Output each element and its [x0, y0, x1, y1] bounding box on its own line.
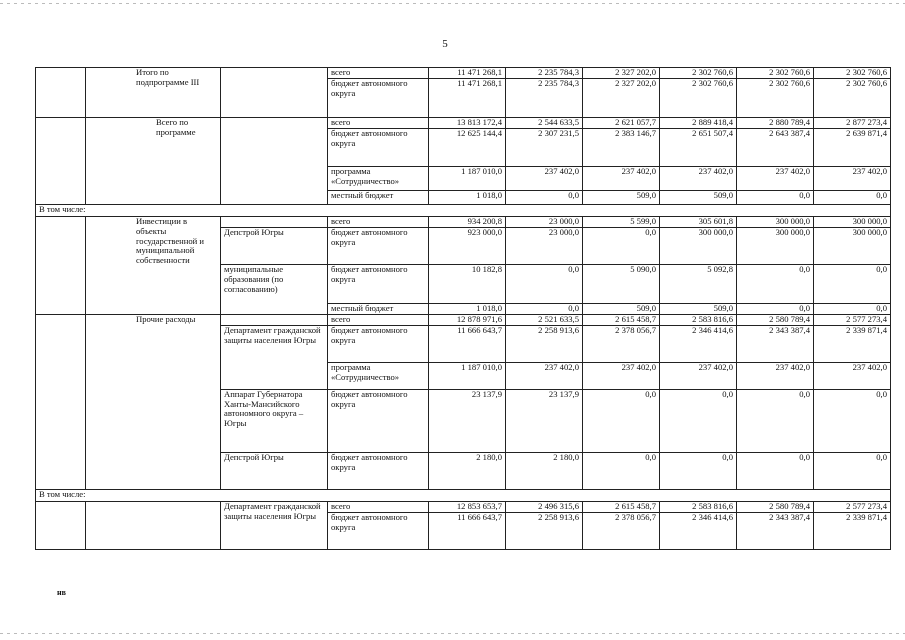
blank-cell	[36, 314, 86, 489]
year-amount: 2 583 816,6	[660, 501, 737, 512]
executor-name: муниципальные образования (по согласованию)	[221, 265, 328, 315]
year-amount: 2 880 789,4	[737, 118, 814, 129]
funding-source: всего	[328, 118, 429, 129]
total-amount: 12 625 144,4	[429, 129, 506, 167]
executor-cell	[221, 217, 328, 228]
year-amount: 0,0	[814, 389, 891, 452]
year-amount: 2 327 202,0	[583, 68, 660, 79]
total-amount: 923 000,0	[429, 228, 506, 265]
scan-edge-bottom	[0, 633, 905, 634]
year-amount: 2 302 760,6	[737, 68, 814, 79]
year-amount: 237 402,0	[660, 167, 737, 191]
year-amount: 2 339 871,4	[814, 325, 891, 362]
blank-cell	[36, 217, 86, 315]
year-amount: 509,0	[583, 304, 660, 315]
executor-name: Департамент гражданской защиты населения Югры	[221, 501, 328, 549]
year-amount: 0,0	[737, 452, 814, 489]
year-amount: 2 339 871,4	[814, 512, 891, 549]
year-amount: 300 000,0	[814, 217, 891, 228]
year-amount: 2 343 387,4	[737, 512, 814, 549]
measure-name: Всего по программе	[86, 118, 221, 205]
year-amount: 509,0	[660, 304, 737, 315]
funding-source: бюджет автономного округа	[328, 265, 429, 304]
year-amount: 2 235 784,3	[506, 79, 583, 118]
measure-name: Инвестиции в объекты государственной и муниципальной собственности	[86, 217, 221, 315]
funding-source: бюджет автономного округа	[328, 325, 429, 362]
executor-name: Департамент гражданской защиты населения Югры	[221, 325, 328, 389]
year-amount: 2 651 507,4	[660, 129, 737, 167]
year-amount: 5 092,8	[660, 265, 737, 304]
total-amount: 10 182,8	[429, 265, 506, 304]
table-row	[36, 217, 891, 228]
year-amount: 0,0	[814, 304, 891, 315]
year-amount: 2 639 871,4	[814, 129, 891, 167]
executor-name: Аппарат Губернатора Ханты-Мансийского автономного округа – Югры	[221, 389, 328, 452]
year-amount: 2 615 458,7	[583, 314, 660, 325]
year-amount: 0,0	[660, 389, 737, 452]
year-amount: 2 327 202,0	[583, 79, 660, 118]
year-amount: 2 302 760,6	[814, 79, 891, 118]
year-amount: 23 000,0	[506, 217, 583, 228]
executor-cell	[221, 314, 328, 325]
year-amount: 2 343 387,4	[737, 325, 814, 362]
year-amount: 0,0	[737, 304, 814, 315]
measure-name: Прочие расходы	[86, 314, 221, 489]
year-amount: 2 180,0	[506, 452, 583, 489]
year-amount: 300 000,0	[737, 228, 814, 265]
table-row	[36, 68, 891, 79]
table-row	[36, 118, 891, 129]
year-amount: 237 402,0	[737, 167, 814, 191]
year-amount: 5 090,0	[583, 265, 660, 304]
year-amount: 2 383 146,7	[583, 129, 660, 167]
total-amount: 12 878 971,6	[429, 314, 506, 325]
total-amount: 1 187 010,0	[429, 362, 506, 389]
year-amount: 0,0	[737, 389, 814, 452]
funding-source: бюджет автономного округа	[328, 228, 429, 265]
table-row	[36, 489, 891, 501]
year-amount: 0,0	[583, 389, 660, 452]
year-amount: 23 137,9	[506, 389, 583, 452]
executor-cell	[221, 118, 328, 205]
year-amount: 2 258 913,6	[506, 325, 583, 362]
year-amount: 2 302 760,6	[814, 68, 891, 79]
year-amount: 0,0	[737, 265, 814, 304]
year-amount: 300 000,0	[814, 228, 891, 265]
page-number: 5	[442, 38, 448, 50]
year-amount: 300 000,0	[660, 228, 737, 265]
section-heading: В том числе:	[36, 205, 891, 217]
total-amount: 12 853 653,7	[429, 501, 506, 512]
corner-mark: нв	[57, 588, 66, 597]
year-amount: 2 346 414,6	[660, 325, 737, 362]
year-amount: 509,0	[583, 191, 660, 205]
year-amount: 0,0	[814, 191, 891, 205]
year-amount: 2 877 273,4	[814, 118, 891, 129]
funding-source: бюджет автономного округа	[328, 512, 429, 549]
executor-name: Депстрой Югры	[221, 452, 328, 489]
year-amount: 2 615 458,7	[583, 501, 660, 512]
funding-source: всего	[328, 68, 429, 79]
year-amount: 237 402,0	[583, 362, 660, 389]
funding-source: местный бюджет	[328, 304, 429, 315]
year-amount: 237 402,0	[506, 362, 583, 389]
total-amount: 934 200,8	[429, 217, 506, 228]
year-amount: 237 402,0	[506, 167, 583, 191]
funding-source: программа «Сотрудничество»	[328, 167, 429, 191]
year-amount: 0,0	[506, 304, 583, 315]
year-amount: 2 643 387,4	[737, 129, 814, 167]
budget-table	[35, 67, 891, 550]
year-amount: 0,0	[583, 228, 660, 265]
year-amount: 2 621 057,7	[583, 118, 660, 129]
total-amount: 13 813 172,4	[429, 118, 506, 129]
funding-source: бюджет автономного округа	[328, 452, 429, 489]
year-amount: 2 496 315,6	[506, 501, 583, 512]
funding-source: бюджет автономного округа	[328, 389, 429, 452]
year-amount: 2 521 633,5	[506, 314, 583, 325]
year-amount: 2 583 816,6	[660, 314, 737, 325]
year-amount: 0,0	[583, 452, 660, 489]
executor-name: Депстрой Югры	[221, 228, 328, 265]
total-amount: 11 471 268,1	[429, 68, 506, 79]
year-amount: 2 302 760,6	[737, 79, 814, 118]
year-amount: 509,0	[660, 191, 737, 205]
funding-source: бюджет автономного округа	[328, 129, 429, 167]
year-amount: 2 580 789,4	[737, 501, 814, 512]
total-amount: 23 137,9	[429, 389, 506, 452]
total-amount: 11 666 643,7	[429, 512, 506, 549]
measure-name	[86, 501, 221, 549]
funding-source: программа «Сотрудничество»	[328, 362, 429, 389]
year-amount: 300 000,0	[737, 217, 814, 228]
year-amount: 237 402,0	[814, 362, 891, 389]
executor-cell	[221, 68, 328, 118]
blank-cell	[36, 501, 86, 549]
funding-source: бюджет автономного округа	[328, 79, 429, 118]
total-amount: 1 018,0	[429, 304, 506, 315]
year-amount: 237 402,0	[660, 362, 737, 389]
total-amount: 2 180,0	[429, 452, 506, 489]
funding-source: местный бюджет	[328, 191, 429, 205]
section-heading: В том числе:	[36, 489, 891, 501]
year-amount: 23 000,0	[506, 228, 583, 265]
year-amount: 0,0	[814, 265, 891, 304]
year-amount: 5 599,0	[583, 217, 660, 228]
total-amount: 11 471 268,1	[429, 79, 506, 118]
year-amount: 0,0	[506, 265, 583, 304]
total-amount: 11 666 643,7	[429, 325, 506, 362]
year-amount: 2 378 056,7	[583, 512, 660, 549]
year-amount: 2 577 273,4	[814, 501, 891, 512]
total-amount: 1 187 010,0	[429, 167, 506, 191]
measure-name: Итого по подпрограмме III	[86, 68, 221, 118]
year-amount: 2 580 789,4	[737, 314, 814, 325]
year-amount: 0,0	[737, 191, 814, 205]
year-amount: 237 402,0	[814, 167, 891, 191]
year-amount: 0,0	[506, 191, 583, 205]
year-amount: 0,0	[660, 452, 737, 489]
blank-cell	[36, 68, 86, 118]
year-amount: 2 378 056,7	[583, 325, 660, 362]
year-amount: 237 402,0	[737, 362, 814, 389]
year-amount: 2 889 418,4	[660, 118, 737, 129]
year-amount: 237 402,0	[583, 167, 660, 191]
blank-cell	[36, 118, 86, 205]
year-amount: 2 544 633,5	[506, 118, 583, 129]
funding-source: всего	[328, 217, 429, 228]
year-amount: 2 235 784,3	[506, 68, 583, 79]
scan-edge-top	[0, 3, 905, 4]
year-amount: 2 302 760,6	[660, 79, 737, 118]
table-row	[36, 501, 891, 512]
table-row	[36, 314, 891, 325]
year-amount: 2 346 414,6	[660, 512, 737, 549]
year-amount: 2 577 273,4	[814, 314, 891, 325]
year-amount: 2 307 231,5	[506, 129, 583, 167]
total-amount: 1 018,0	[429, 191, 506, 205]
funding-source: всего	[328, 501, 429, 512]
year-amount: 2 302 760,6	[660, 68, 737, 79]
year-amount: 2 258 913,6	[506, 512, 583, 549]
year-amount: 0,0	[814, 452, 891, 489]
year-amount: 305 601,8	[660, 217, 737, 228]
funding-source: всего	[328, 314, 429, 325]
table-row	[36, 205, 891, 217]
